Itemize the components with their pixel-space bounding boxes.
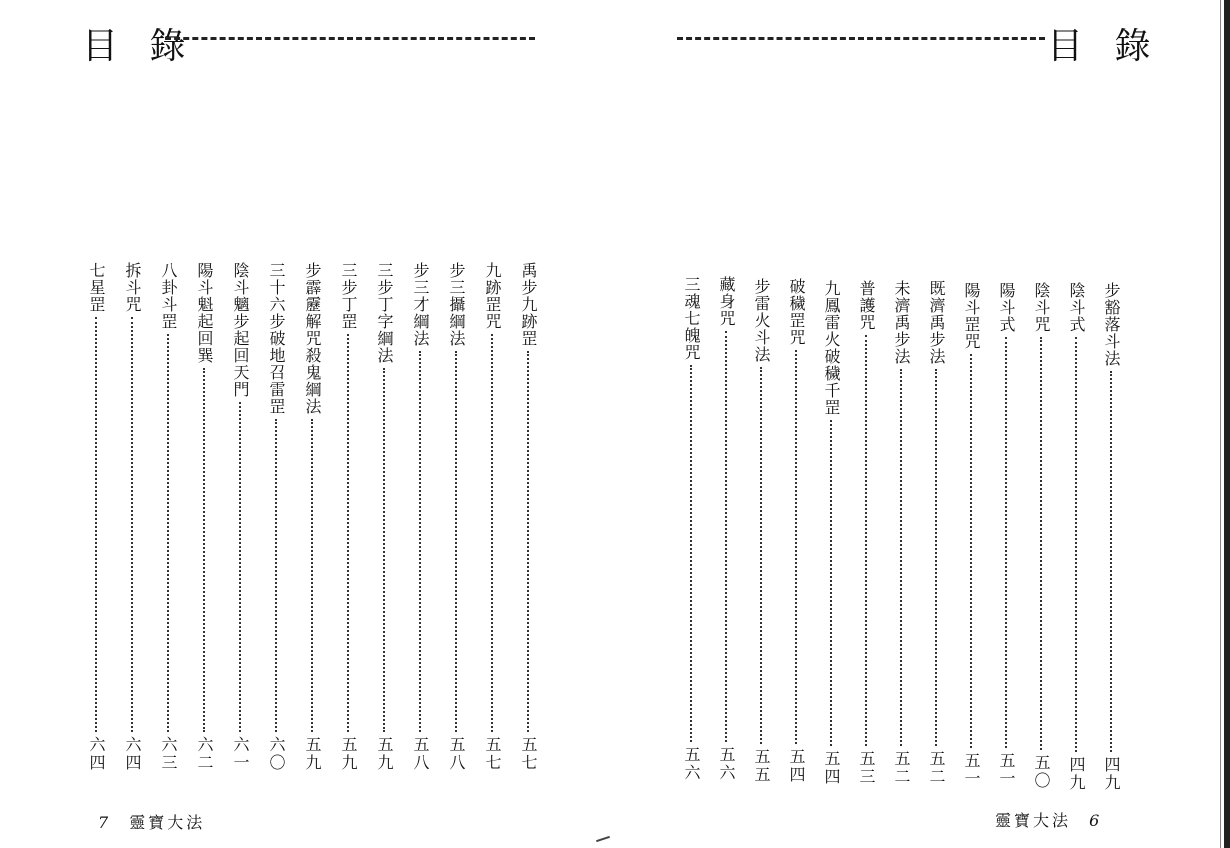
dot-leader <box>239 402 241 732</box>
toc-entry-title: 陰斗咒 <box>1032 282 1051 333</box>
dot-leader <box>865 335 867 746</box>
page-edge-shadow <box>1224 0 1230 848</box>
toc-entry[interactable] <box>157 262 179 772</box>
toc-entry-title: 三步丁罡 <box>339 262 358 330</box>
left-page-heading: 目 錄 <box>82 26 196 67</box>
dot-leader <box>1040 337 1042 750</box>
toc-entry-page: 五七 <box>519 736 538 772</box>
toc-entry-title: 三魂七魄咒 <box>682 276 701 361</box>
toc-entry-page: 五四 <box>787 748 806 784</box>
dot-leader <box>1110 371 1112 752</box>
toc-entry[interactable] <box>820 280 842 786</box>
right-running-title: 靈寶大法 <box>995 811 1072 830</box>
toc-entry-page: 六一 <box>231 736 250 772</box>
dot-leader <box>131 317 133 732</box>
toc-entry-page: 四九 <box>1067 756 1086 792</box>
toc-entry[interactable] <box>121 262 143 772</box>
toc-entry-title: 八卦斗罡 <box>159 262 178 330</box>
left-heading-rule <box>165 37 535 40</box>
toc-entry-page: 五九 <box>339 736 358 772</box>
toc-entry-title: 三十六步破地召雷罡 <box>267 262 286 415</box>
toc-entry-title: 藏身咒 <box>717 276 736 327</box>
toc-entry-page: 六四 <box>123 736 142 772</box>
toc-entry-title: 九鳳雷火破穢千罡 <box>822 280 841 416</box>
toc-entry[interactable] <box>445 262 467 772</box>
left-page-number: 7 <box>98 813 112 832</box>
toc-entry[interactable] <box>855 280 877 786</box>
toc-entry[interactable] <box>1100 282 1122 792</box>
toc-entry-page: 五〇 <box>1032 754 1051 790</box>
toc-entry-page: 五九 <box>375 736 394 772</box>
toc-entry-title: 陰斗式 <box>1067 282 1086 333</box>
dot-leader <box>900 369 902 746</box>
toc-entry-page: 五六 <box>682 746 701 782</box>
toc-entry-page: 五八 <box>447 736 466 772</box>
toc-entry[interactable] <box>785 278 807 784</box>
toc-entry-title: 步三攝綱法 <box>447 262 466 347</box>
toc-entry-page: 五四 <box>822 750 841 786</box>
toc-entry[interactable] <box>481 262 503 772</box>
toc-entry-title: 九跡罡咒 <box>483 262 502 330</box>
toc-entry-page: 五六 <box>717 746 736 782</box>
toc-entry-page: 六〇 <box>267 736 286 772</box>
right-page-folio <box>995 808 1112 831</box>
toc-entry-page: 五九 <box>303 736 322 772</box>
toc-entry-title: 陽斗罡咒 <box>962 282 981 350</box>
toc-entry[interactable] <box>960 282 982 788</box>
toc-entry-page: 六三 <box>159 736 178 772</box>
toc-entry[interactable] <box>890 280 912 786</box>
page-edge-line <box>1220 0 1221 848</box>
toc-entry[interactable] <box>715 276 737 782</box>
dot-leader <box>455 351 457 732</box>
toc-entry[interactable] <box>1065 282 1087 792</box>
toc-entry[interactable] <box>337 262 359 772</box>
toc-entry-page: 五一 <box>997 752 1016 788</box>
toc-entry-title: 步霹靂解咒殺鬼綱法 <box>303 262 322 415</box>
dot-leader <box>275 419 277 732</box>
toc-entry-title: 拆斗咒 <box>123 262 142 313</box>
toc-entry-title: 步三才綱法 <box>411 262 430 347</box>
toc-entry-page: 五一 <box>962 752 981 788</box>
dot-leader <box>527 351 529 732</box>
dot-leader <box>1075 337 1077 752</box>
dot-leader <box>970 354 972 748</box>
toc-entry[interactable] <box>750 278 772 784</box>
left-running-title: 靈寶大法 <box>129 813 206 832</box>
dot-leader <box>690 365 692 742</box>
toc-entry-title: 普護咒 <box>857 280 876 331</box>
dot-leader <box>795 350 797 744</box>
right-heading-rule <box>677 37 1045 40</box>
dot-leader <box>347 334 349 732</box>
right-page-heading: 目 錄 <box>1047 26 1161 67</box>
dot-leader <box>760 367 762 744</box>
toc-entry-title: 破穢罡咒 <box>787 278 806 346</box>
toc-entry-page: 五五 <box>752 748 771 784</box>
toc-entry-page: 五二 <box>927 750 946 786</box>
toc-entry[interactable] <box>265 262 287 772</box>
toc-entry-title: 既濟禹步法 <box>927 280 946 365</box>
dot-leader <box>167 334 169 732</box>
toc-entry[interactable] <box>193 262 215 772</box>
toc-entry[interactable] <box>517 262 539 772</box>
toc-entry-page: 五八 <box>411 736 430 772</box>
toc-entry[interactable] <box>409 262 431 772</box>
toc-entry[interactable] <box>680 276 702 782</box>
dot-leader <box>1005 337 1007 748</box>
toc-entry[interactable] <box>229 262 251 772</box>
toc-entry-title: 陽斗魁起回巽 <box>195 262 214 364</box>
toc-entry[interactable] <box>1030 282 1052 790</box>
toc-entry-title: 陽斗式 <box>997 282 1016 333</box>
toc-entry-title: 未濟禹步法 <box>892 280 911 365</box>
dot-leader <box>383 368 385 732</box>
toc-entry-title: 陰斗魑步起回天門 <box>231 262 250 398</box>
toc-entry[interactable] <box>301 262 323 772</box>
dot-leader <box>491 334 493 732</box>
toc-entry-title: 禹步九跡罡 <box>519 262 538 347</box>
toc-entry[interactable] <box>85 262 107 772</box>
toc-entry-page: 六四 <box>87 736 106 772</box>
toc-entry-title: 步豁落斗法 <box>1102 282 1121 367</box>
right-page-number: 6 <box>1089 811 1103 830</box>
dot-leader <box>311 419 313 732</box>
right-page <box>615 0 1230 848</box>
dot-leader <box>419 351 421 732</box>
toc-entry-page: 四九 <box>1102 756 1121 792</box>
toc-entry[interactable] <box>995 282 1017 788</box>
toc-entry-title: 三步丁字綱法 <box>375 262 394 364</box>
toc-entry-page: 六二 <box>195 736 214 772</box>
dot-leader <box>95 317 97 732</box>
toc-entry[interactable] <box>373 262 395 772</box>
left-page-folio <box>88 810 205 833</box>
toc-entry[interactable] <box>925 280 947 786</box>
dot-leader <box>830 420 832 746</box>
toc-entry-title: 步雷火斗法 <box>752 278 771 363</box>
toc-entry-title: 七星罡 <box>87 262 106 313</box>
dot-leader <box>935 369 937 746</box>
toc-entry-page: 五三 <box>857 750 876 786</box>
toc-entry-page: 五二 <box>892 750 911 786</box>
dot-leader <box>725 331 727 742</box>
toc-entry-page: 五七 <box>483 736 502 772</box>
dot-leader <box>203 368 205 732</box>
